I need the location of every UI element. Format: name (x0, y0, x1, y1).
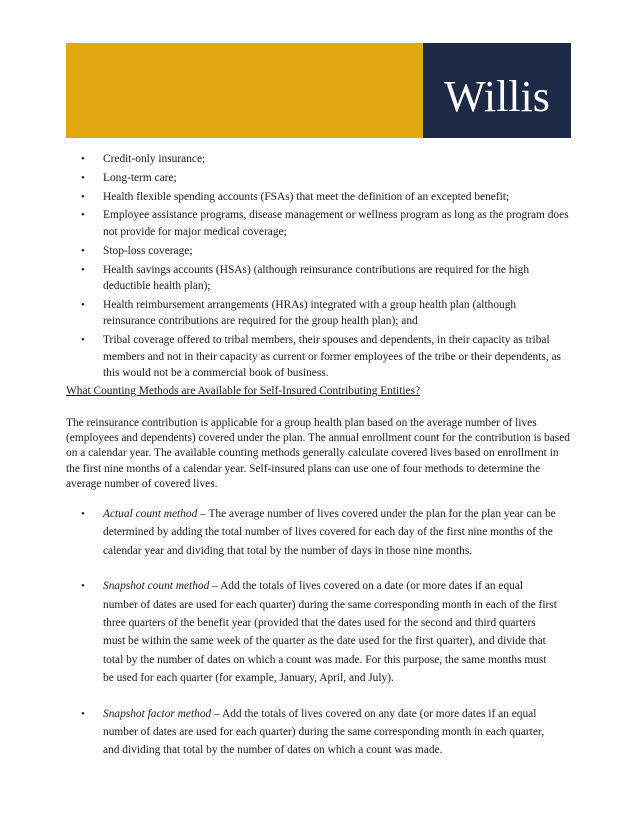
list-item: • Health flexible spending accounts (FSAs) that meet the definition of an excepted benefit; (70, 189, 570, 206)
method-term: Snapshot factor method (103, 707, 212, 720)
logo-text: Willis (444, 72, 550, 121)
list-item: • Stop-loss coverage; (70, 243, 570, 260)
excepted-benefits-list (70, 151, 570, 384)
bullet-icon: • (81, 153, 85, 165)
list-item: • Credit-only insurance; (70, 151, 570, 168)
bullet-icon: • (81, 171, 85, 184)
method-text: – The average number of lives covered under the plan for the plan year can be determined by adding the total number of lives covered for each day of the first nine months of the calendar year and dividing that total by the number of days in those nine months. (103, 508, 556, 557)
bullet-icon: • (81, 298, 85, 311)
method-item-actual-count (70, 505, 560, 560)
bullet-icon: • (81, 190, 85, 203)
bullet-icon: • (81, 263, 85, 276)
bullet-icon: • (81, 334, 85, 347)
counting-methods-list (70, 505, 560, 777)
bullet-icon: • (81, 244, 85, 257)
method-term: Snapshot count method (103, 580, 210, 593)
method-text: – Add the totals of lives covered on any date (or more dates if an equal number of dates are used for each quarter) during the same corresponding month in each quarter, and dividing that total by the number of dates on which a count was made. (103, 707, 545, 757)
willis-logo (423, 43, 571, 138)
bullet-icon: • (81, 580, 85, 593)
method-item-snapshot-factor (70, 705, 560, 760)
list-item: • Long-term care; (70, 170, 570, 187)
list-item: • Health savings accounts (HSAs) (although reinsurance contributions are required for the high deductible health plan); (81, 263, 530, 293)
method-item-snapshot-count (70, 577, 560, 687)
bullet-icon: • (81, 707, 85, 720)
list-item: • Tribal coverage offered to tribal members, their spouses and dependents, in their capacity as tribal members and not in their capacity as current or former employees of the tribe or their dependents, as this would not be a commercial book of business. (81, 334, 561, 380)
bullet-icon: • (81, 209, 85, 222)
header-band (66, 43, 571, 138)
bullet-icon: • (81, 508, 85, 520)
method-text: – Add the totals of lives covered on a date (or more dates if an equal number of dates are used for each quarter) during the same corresponding month in each of the first three quarters of the benefit year (provided that the dates used for the second and third quarters must be within the same week of the quarter as the date used for the first quarter), and divide that total by the number of dates on which a count was made. For this purpose, the same months must be used for each quarter (for example, January, April, and July). (103, 580, 557, 685)
list-item: • Health reimbursement arrangements (HRAs) integrated with a group health plan (although reinsurance contributions are required for the group health plan); and (81, 298, 517, 328)
intro-paragraph: The reinsurance contribution is applicable for a group health plan based on the average number of lives (employees and dependents) covered under the plan. The annual enrollment count for the contribution is based on a calendar year. The available counting methods generally calculate covered lives based on enrollment in the first nine months of a calendar year. Self-insured plans can use one of four methods to determine the average number of covered lives. (66, 417, 570, 490)
method-term: Actual count method (103, 508, 198, 520)
section-heading: What Counting Methods are Available for Self-Insured Contributing Entities? (66, 385, 421, 397)
list-item: • Employee assistance programs, disease management or wellness program as long as the program does not provide for major medical coverage; (81, 209, 569, 238)
